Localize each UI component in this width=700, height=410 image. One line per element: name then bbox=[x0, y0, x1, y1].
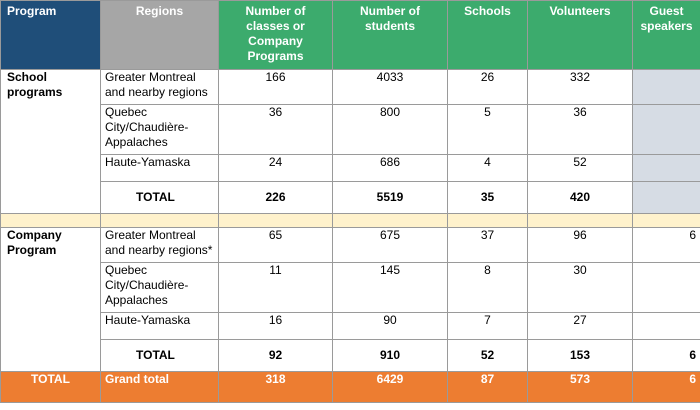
students-cell: 686 bbox=[333, 155, 448, 182]
students-cell: 90 bbox=[333, 313, 448, 340]
total-volunteers: 420 bbox=[528, 182, 633, 214]
classes-cell: 36 bbox=[219, 105, 333, 155]
schools-cell: 7 bbox=[448, 313, 528, 340]
total-volunteers: 153 bbox=[528, 340, 633, 372]
students-cell: 4033 bbox=[333, 70, 448, 105]
speakers-cell: 6 bbox=[633, 228, 700, 263]
total-students: 910 bbox=[333, 340, 448, 372]
total-label: TOTAL bbox=[101, 182, 219, 214]
classes-cell: 65 bbox=[219, 228, 333, 263]
header-program: Program bbox=[1, 1, 101, 70]
volunteers-cell: 332 bbox=[528, 70, 633, 105]
table-row bbox=[1, 228, 700, 263]
volunteers-cell: 30 bbox=[528, 263, 633, 313]
region-cell: Quebec City/Chaudière-Appalaches bbox=[101, 105, 219, 155]
total-row bbox=[1, 340, 700, 372]
classes-cell: 11 bbox=[219, 263, 333, 313]
students-cell: 145 bbox=[333, 263, 448, 313]
region-cell: Haute-Yamaska bbox=[101, 155, 219, 182]
header-classes: Number of classes or Company Programs bbox=[219, 1, 333, 70]
total-schools: 35 bbox=[448, 182, 528, 214]
speakers-cell bbox=[633, 105, 700, 155]
table-row bbox=[1, 313, 700, 340]
program-company-label: Company Program bbox=[1, 228, 101, 372]
speakers-cell bbox=[633, 155, 700, 182]
speakers-cell bbox=[633, 313, 700, 340]
volunteers-cell: 27 bbox=[528, 313, 633, 340]
header-students: Number of students bbox=[333, 1, 448, 70]
header-row bbox=[1, 1, 700, 70]
table-row bbox=[1, 70, 700, 105]
total-label: TOTAL bbox=[101, 340, 219, 372]
grand-total-schools: 87 bbox=[448, 372, 528, 403]
region-cell: Greater Montreal and nearby regions* bbox=[101, 228, 219, 263]
header-schools: Schools bbox=[448, 1, 528, 70]
grand-total-row bbox=[1, 372, 700, 403]
total-speakers: 6 bbox=[633, 340, 700, 372]
header-regions: Regions bbox=[101, 1, 219, 70]
schools-cell: 4 bbox=[448, 155, 528, 182]
classes-cell: 166 bbox=[219, 70, 333, 105]
grand-total-region: Grand total bbox=[101, 372, 219, 403]
schools-cell: 37 bbox=[448, 228, 528, 263]
volunteers-cell: 96 bbox=[528, 228, 633, 263]
total-students: 5519 bbox=[333, 182, 448, 214]
grand-total-speakers: 6 bbox=[633, 372, 700, 403]
schools-cell: 5 bbox=[448, 105, 528, 155]
table-row bbox=[1, 105, 700, 155]
region-cell: Quebec City/Chaudière-Appalaches bbox=[101, 263, 219, 313]
volunteers-cell: 36 bbox=[528, 105, 633, 155]
table-row bbox=[1, 263, 700, 313]
students-cell: 675 bbox=[333, 228, 448, 263]
total-classes: 226 bbox=[219, 182, 333, 214]
grand-total-label: TOTAL bbox=[1, 372, 101, 403]
region-cell: Haute-Yamaska bbox=[101, 313, 219, 340]
separator-row bbox=[1, 214, 700, 228]
speakers-cell bbox=[633, 70, 700, 105]
students-cell: 800 bbox=[333, 105, 448, 155]
header-volunteers: Volunteers bbox=[528, 1, 633, 70]
region-cell: Greater Montreal and nearby regions bbox=[101, 70, 219, 105]
volunteers-cell: 52 bbox=[528, 155, 633, 182]
schools-cell: 8 bbox=[448, 263, 528, 313]
total-row bbox=[1, 182, 700, 214]
table-row bbox=[1, 155, 700, 182]
total-classes: 92 bbox=[219, 340, 333, 372]
classes-cell: 16 bbox=[219, 313, 333, 340]
speakers-cell bbox=[633, 263, 700, 313]
grand-total-volunteers: 573 bbox=[528, 372, 633, 403]
grand-total-students: 6429 bbox=[333, 372, 448, 403]
grand-total-classes: 318 bbox=[219, 372, 333, 403]
header-speakers: Guest speakers bbox=[633, 1, 700, 70]
total-schools: 52 bbox=[448, 340, 528, 372]
total-speakers bbox=[633, 182, 700, 214]
classes-cell: 24 bbox=[219, 155, 333, 182]
schools-cell: 26 bbox=[448, 70, 528, 105]
program-school-label: School programs bbox=[1, 70, 101, 214]
